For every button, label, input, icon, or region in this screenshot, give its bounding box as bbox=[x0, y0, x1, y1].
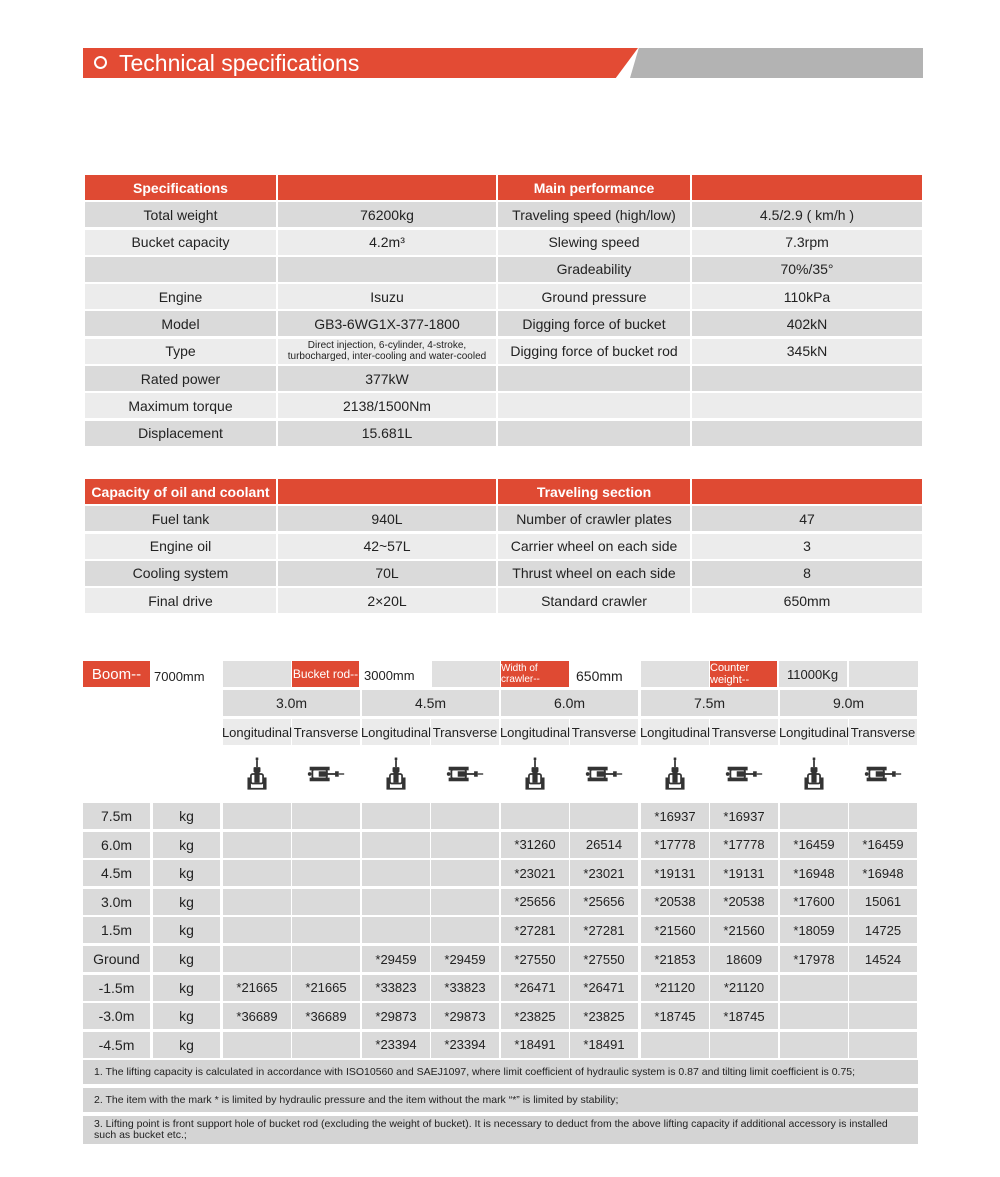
spec-value: 7.3rpm bbox=[692, 230, 922, 255]
lift-value: *26471 bbox=[501, 975, 569, 1001]
excavator-longitudinal-icon bbox=[501, 749, 569, 799]
spec-value: 4.2m³ bbox=[278, 230, 496, 255]
lift-value bbox=[431, 917, 499, 943]
lift-value: *17778 bbox=[641, 832, 709, 858]
lift-value bbox=[223, 1032, 291, 1058]
direction-header: Longitudinal bbox=[362, 719, 430, 745]
lift-value: *17978 bbox=[780, 946, 848, 972]
header-cell: Main performance bbox=[498, 175, 690, 200]
radius-header: 3.0m bbox=[223, 690, 360, 716]
boom-value: 7000mm bbox=[154, 668, 205, 684]
radius-header: 4.5m bbox=[362, 690, 499, 716]
spec-label: Ground pressure bbox=[498, 284, 690, 309]
spec-value: Direct injection, 6-cylinder, 4-stroke, turbocharged, inter-cooling and water-cooled bbox=[278, 339, 496, 364]
lift-value: 15061 bbox=[849, 889, 917, 915]
spec-value bbox=[692, 421, 922, 446]
spec-label: Fuel tank bbox=[85, 506, 276, 531]
lift-value bbox=[223, 889, 291, 915]
lift-value bbox=[710, 1032, 778, 1058]
lift-height: 4.5m bbox=[83, 860, 150, 886]
param-spacer bbox=[223, 661, 291, 687]
lift-value: *18491 bbox=[501, 1032, 569, 1058]
lift-value bbox=[362, 860, 430, 886]
lift-unit: kg bbox=[153, 832, 220, 858]
lift-value: *21560 bbox=[710, 917, 778, 943]
lift-value bbox=[849, 975, 917, 1001]
bucket-rod-label: Bucket rod-- bbox=[292, 661, 359, 687]
spec-value: 4.5/2.9 ( km/h ) bbox=[692, 202, 922, 227]
lift-value: *18745 bbox=[641, 1003, 709, 1029]
spec-value: Isuzu bbox=[278, 284, 496, 309]
spec-value: 402kN bbox=[692, 311, 922, 336]
lift-value: *29873 bbox=[362, 1003, 430, 1029]
lift-value: *18059 bbox=[780, 917, 848, 943]
lift-value bbox=[292, 803, 360, 829]
lift-value bbox=[780, 1003, 848, 1029]
lift-value bbox=[431, 832, 499, 858]
lift-value: *31260 bbox=[501, 832, 569, 858]
spec-label: Engine bbox=[85, 284, 276, 309]
table-header-row bbox=[85, 479, 922, 506]
direction-header: Transverse bbox=[292, 719, 360, 745]
lift-value bbox=[431, 860, 499, 886]
lift-unit: kg bbox=[153, 975, 220, 1001]
circle-icon bbox=[94, 56, 107, 69]
header-cell bbox=[278, 175, 496, 200]
spec-value: 940L bbox=[278, 506, 496, 531]
lift-value: *27281 bbox=[570, 917, 638, 943]
lift-unit: kg bbox=[153, 1003, 220, 1029]
spec-value: 377kW bbox=[278, 366, 496, 391]
lift-value: *23825 bbox=[501, 1003, 569, 1029]
table-row bbox=[85, 534, 922, 561]
direction-header: Transverse bbox=[570, 719, 638, 745]
lift-value: 18609 bbox=[710, 946, 778, 972]
spec-label: Rated power bbox=[85, 366, 276, 391]
lift-value: *26471 bbox=[570, 975, 638, 1001]
table-row bbox=[85, 561, 922, 588]
table-row bbox=[85, 202, 922, 229]
table-row bbox=[85, 284, 922, 311]
header-cell bbox=[278, 479, 496, 504]
lift-value bbox=[223, 860, 291, 886]
spec-value: 2138/1500Nm bbox=[278, 393, 496, 418]
lift-height: -4.5m bbox=[83, 1032, 150, 1058]
lift-height: 7.5m bbox=[83, 803, 150, 829]
lift-value bbox=[223, 917, 291, 943]
spec-value: 2×20L bbox=[278, 588, 496, 613]
lift-value: *27550 bbox=[570, 946, 638, 972]
direction-header: Transverse bbox=[849, 719, 917, 745]
table-row bbox=[85, 366, 922, 393]
lift-value: *16937 bbox=[641, 803, 709, 829]
lift-value: *21853 bbox=[641, 946, 709, 972]
lift-value: *36689 bbox=[292, 1003, 360, 1029]
lift-value bbox=[362, 917, 430, 943]
lift-value bbox=[292, 1032, 360, 1058]
spec-value: 345kN bbox=[692, 339, 922, 364]
lift-value bbox=[431, 889, 499, 915]
spec-label: Type bbox=[85, 339, 276, 364]
spec-value: 42~57L bbox=[278, 534, 496, 559]
spec-value: 70%/35° bbox=[692, 257, 922, 282]
lift-value: *16948 bbox=[780, 860, 848, 886]
spec-label: Final drive bbox=[85, 588, 276, 613]
spec-value: 3 bbox=[692, 534, 922, 559]
counter-weight-label: Counter weight-- bbox=[710, 661, 777, 687]
table-row bbox=[85, 257, 922, 284]
direction-header: Transverse bbox=[710, 719, 778, 745]
spec-label: Number of crawler plates bbox=[498, 506, 690, 531]
lift-value: *17600 bbox=[780, 889, 848, 915]
table-row bbox=[85, 588, 922, 615]
spec-value: 110kPa bbox=[692, 284, 922, 309]
direction-header: Longitudinal bbox=[641, 719, 709, 745]
lift-unit: kg bbox=[153, 803, 220, 829]
lift-value bbox=[223, 803, 291, 829]
lift-value: 14524 bbox=[849, 946, 917, 972]
lift-value: *19131 bbox=[710, 860, 778, 886]
radius-header: 7.5m bbox=[641, 690, 778, 716]
lift-unit: kg bbox=[153, 917, 220, 943]
lift-value: *29459 bbox=[362, 946, 430, 972]
page-title: Technical specifications bbox=[119, 50, 360, 76]
lift-value: 26514 bbox=[570, 832, 638, 858]
specifications-table bbox=[85, 175, 922, 448]
spec-label: Bucket capacity bbox=[85, 230, 276, 255]
section-banner bbox=[83, 48, 923, 78]
lift-value: *36689 bbox=[223, 1003, 291, 1029]
lift-value: *21665 bbox=[223, 975, 291, 1001]
lift-unit: kg bbox=[153, 889, 220, 915]
lift-value: *20538 bbox=[710, 889, 778, 915]
lift-value: *23394 bbox=[431, 1032, 499, 1058]
capacity-traveling-table bbox=[85, 479, 922, 615]
header-cell bbox=[692, 175, 922, 200]
lift-value bbox=[780, 975, 848, 1001]
spec-value: 650mm bbox=[692, 588, 922, 613]
lift-value bbox=[223, 832, 291, 858]
lift-height: -3.0m bbox=[83, 1003, 150, 1029]
param-spacer bbox=[641, 661, 709, 687]
excavator-transverse-icon bbox=[849, 749, 917, 799]
spec-label: Digging force of bucket bbox=[498, 311, 690, 336]
counter-weight-value: 11000Kg bbox=[779, 661, 847, 687]
lift-value: *23825 bbox=[570, 1003, 638, 1029]
lift-value: *18491 bbox=[570, 1032, 638, 1058]
spec-value: 70L bbox=[278, 561, 496, 586]
direction-header: Transverse bbox=[431, 719, 499, 745]
excavator-longitudinal-icon bbox=[362, 749, 430, 799]
lift-value: 14725 bbox=[849, 917, 917, 943]
spec-label bbox=[498, 393, 690, 418]
lift-value: *33823 bbox=[431, 975, 499, 1001]
spec-label: Displacement bbox=[85, 421, 276, 446]
table-row bbox=[85, 339, 922, 366]
lift-height: Ground bbox=[83, 946, 150, 972]
direction-header: Longitudinal bbox=[223, 719, 291, 745]
header-cell: Specifications bbox=[85, 175, 276, 200]
excavator-longitudinal-icon bbox=[780, 749, 848, 799]
table-row bbox=[85, 506, 922, 533]
lift-height: 1.5m bbox=[83, 917, 150, 943]
excavator-transverse-icon bbox=[431, 749, 499, 799]
lift-height: -1.5m bbox=[83, 975, 150, 1001]
lift-unit: kg bbox=[153, 1032, 220, 1058]
lift-value: *23021 bbox=[501, 860, 569, 886]
spec-label: Model bbox=[85, 311, 276, 336]
spec-value: 15.681L bbox=[278, 421, 496, 446]
table-row bbox=[85, 393, 922, 420]
lift-value bbox=[849, 803, 917, 829]
lift-height: 6.0m bbox=[83, 832, 150, 858]
spec-value bbox=[278, 257, 496, 282]
lift-value bbox=[292, 832, 360, 858]
spec-label: Cooling system bbox=[85, 561, 276, 586]
table-row bbox=[85, 311, 922, 338]
lift-value: *21120 bbox=[641, 975, 709, 1001]
lift-value: *20538 bbox=[641, 889, 709, 915]
lift-value: *16948 bbox=[849, 860, 917, 886]
param-spacer bbox=[432, 661, 500, 687]
excavator-transverse-icon bbox=[570, 749, 638, 799]
radius-header: 6.0m bbox=[501, 690, 638, 716]
lift-value bbox=[223, 946, 291, 972]
bucket-rod-value: 3000mm bbox=[364, 667, 415, 683]
lift-value bbox=[780, 1032, 848, 1058]
lift-value: *21560 bbox=[641, 917, 709, 943]
lift-unit: kg bbox=[153, 860, 220, 886]
spec-label: Thrust wheel on each side bbox=[498, 561, 690, 586]
lift-value: *29459 bbox=[431, 946, 499, 972]
spec-label: Standard crawler bbox=[498, 588, 690, 613]
lift-value bbox=[780, 803, 848, 829]
spec-value: 8 bbox=[692, 561, 922, 586]
lift-value bbox=[431, 803, 499, 829]
footnote: 2. The item with the mark * is limited by hydraulic pressure and the item without the mark “*” is limited by stability; bbox=[83, 1088, 918, 1112]
lift-value bbox=[292, 860, 360, 886]
lift-value bbox=[362, 832, 430, 858]
lift-value bbox=[641, 1032, 709, 1058]
crawler-width-label: Width of crawler-- bbox=[501, 661, 569, 687]
lift-value bbox=[292, 889, 360, 915]
spec-value bbox=[692, 366, 922, 391]
direction-header: Longitudinal bbox=[501, 719, 569, 745]
lift-value: *18745 bbox=[710, 1003, 778, 1029]
lift-value: *25656 bbox=[570, 889, 638, 915]
spec-label bbox=[498, 366, 690, 391]
header-cell bbox=[692, 479, 922, 504]
excavator-transverse-icon bbox=[710, 749, 778, 799]
lift-value: *21665 bbox=[292, 975, 360, 1001]
table-row bbox=[85, 421, 922, 448]
lift-value: *19131 bbox=[641, 860, 709, 886]
header-cell: Traveling section bbox=[498, 479, 690, 504]
spec-label: Traveling speed (high/low) bbox=[498, 202, 690, 227]
spec-label: Digging force of bucket rod bbox=[498, 339, 690, 364]
spec-label: Total weight bbox=[85, 202, 276, 227]
lift-value: *23394 bbox=[362, 1032, 430, 1058]
spec-value: GB3-6WG1X-377-1800 bbox=[278, 311, 496, 336]
spec-value: 47 bbox=[692, 506, 922, 531]
param-spacer bbox=[849, 661, 918, 687]
excavator-longitudinal-icon bbox=[641, 749, 709, 799]
lift-value bbox=[292, 946, 360, 972]
table-header-row bbox=[85, 175, 922, 202]
spec-label: Carrier wheel on each side bbox=[498, 534, 690, 559]
lift-value: *27281 bbox=[501, 917, 569, 943]
spec-label: Maximum torque bbox=[85, 393, 276, 418]
lift-value bbox=[362, 889, 430, 915]
lift-value bbox=[362, 803, 430, 829]
lift-value bbox=[501, 803, 569, 829]
lift-value: *17778 bbox=[710, 832, 778, 858]
lift-value: *21120 bbox=[710, 975, 778, 1001]
lift-height: 3.0m bbox=[83, 889, 150, 915]
lift-value: *16459 bbox=[849, 832, 917, 858]
spec-value: 76200kg bbox=[278, 202, 496, 227]
spec-label: Gradeability bbox=[498, 257, 690, 282]
lift-value: *16937 bbox=[710, 803, 778, 829]
lift-unit: kg bbox=[153, 946, 220, 972]
spec-label bbox=[85, 257, 276, 282]
spec-value bbox=[692, 393, 922, 418]
lift-value: *33823 bbox=[362, 975, 430, 1001]
direction-header: Longitudinal bbox=[780, 719, 848, 745]
spec-label bbox=[498, 421, 690, 446]
lift-value: *29873 bbox=[431, 1003, 499, 1029]
crawler-width-value: 650mm bbox=[576, 668, 623, 684]
excavator-longitudinal-icon bbox=[223, 749, 291, 799]
lift-value bbox=[849, 1032, 917, 1058]
lift-value: *16459 bbox=[780, 832, 848, 858]
banner-grey-bar bbox=[630, 48, 923, 78]
lift-value: *27550 bbox=[501, 946, 569, 972]
spec-label: Engine oil bbox=[85, 534, 276, 559]
boom-label: Boom-- bbox=[83, 661, 150, 687]
lift-value: *25656 bbox=[501, 889, 569, 915]
footnote: 1. The lifting capacity is calculated in accordance with ISO10560 and SAEJ1097, where limit coefficient of hydraulic system is 0.87 and tilting limit coefficient is 0.75; bbox=[83, 1060, 918, 1084]
radius-header: 9.0m bbox=[780, 690, 917, 716]
lift-value bbox=[570, 803, 638, 829]
header-cell: Capacity of oil and coolant bbox=[85, 479, 276, 504]
footnote: 3. Lifting point is front support hole of bucket rod (excluding the weight of bucket). It is necessary to deduct from the above lifting capacity if additional accessory is installed such as bucket etc.; bbox=[83, 1116, 918, 1144]
lift-value bbox=[292, 917, 360, 943]
table-row bbox=[85, 230, 922, 257]
lift-value bbox=[849, 1003, 917, 1029]
excavator-transverse-icon bbox=[292, 749, 360, 799]
spec-label: Slewing speed bbox=[498, 230, 690, 255]
lift-value: *23021 bbox=[570, 860, 638, 886]
